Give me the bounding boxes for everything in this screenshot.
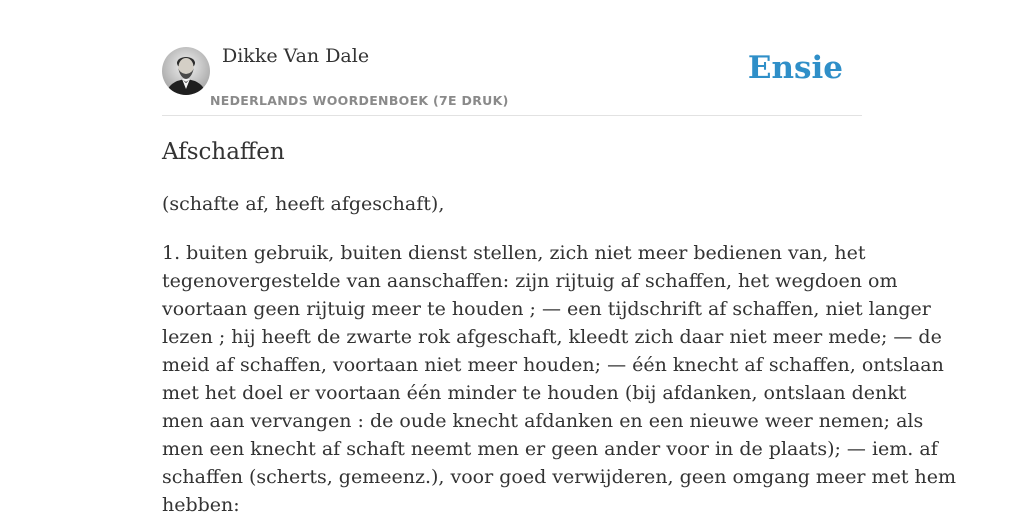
entry-forms: (schafte af, heeft afgeschaft), [162, 193, 445, 215]
header [162, 0, 862, 116]
definition-line: meid af schaffen, voortaan niet meer houden; — één knecht af schaffen, ontslaan [162, 354, 944, 376]
definition-line: schaffen (scherts, gemeenz.), voor goed verwijderen, geen omgang meer met hem [162, 466, 956, 488]
entry-definition [162, 239, 956, 512]
definition-line: men aan vervangen : de oude knecht afdanken en een nieuwe weer nemen; als [162, 410, 924, 432]
definition-line: hebben: [162, 494, 240, 512]
author-avatar[interactable] [162, 47, 210, 95]
entry-term: Afschaffen [162, 139, 285, 165]
dictionary-source[interactable]: NEDERLANDS WOORDENBOEK (7E DRUK) [210, 93, 509, 108]
author-portrait-icon [162, 47, 210, 95]
definition-line: met het doel er voortaan één minder te houden (bij afdanken, ontslaan denkt [162, 382, 907, 404]
definition-line: 1. buiten gebruik, buiten dienst stellen, zich niet meer bedienen van, het [162, 242, 866, 264]
definition-line: voortaan geen rijtuig meer te houden ; — een tijdschrift af schaffen, niet langer [162, 298, 931, 320]
definition-line: men een knecht af schaft neemt men er geen ander voor in de plaats); — iem. af [162, 438, 938, 460]
definition-line: tegenovergestelde van aanschaffen: zijn rijtuig af schaffen, het wegdoen om [162, 270, 898, 292]
ensie-logo[interactable]: Ensie [747, 50, 843, 86]
main-content [162, 0, 956, 512]
definition-line: lezen ; hij heeft de zwarte rok afgeschaft, kleedt zich daar niet meer mede; — de [162, 326, 942, 348]
author-name[interactable]: Dikke Van Dale [222, 45, 370, 67]
